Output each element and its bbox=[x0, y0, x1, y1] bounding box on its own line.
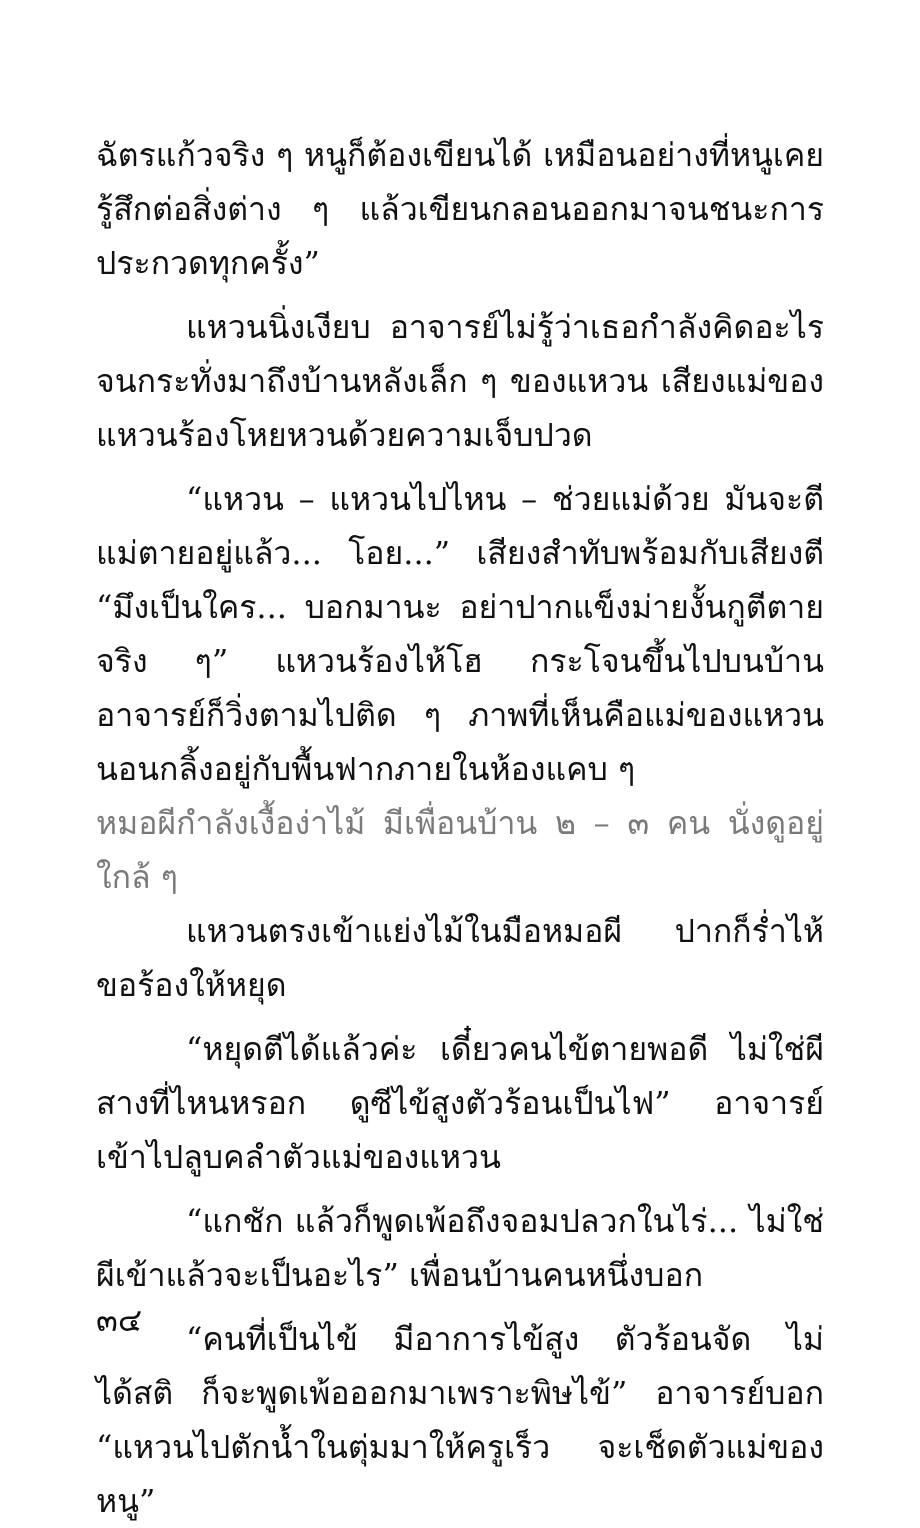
paragraph-mother-cry: “แหวน – แหวนไปไหน – ช่วยแม่ด้วย มันจะตีแม่ตายอยู่แล้ว... โอย...” เสียงสำทับพร้อมกับเสียงตี “มึงเป็นใคร... บอกมานะ อย่าปากแข็งม่ายงั้นกูตีตายจริง ๆ” แหวนร้องไห้โฮ กระโจนขึ้นไปบนบ้าน อาจารย์ก็วิ่งตามไปติด ๆ ภาพที่เห็นคือแม่ของแหวนนอนกลิ้งอยู่กับพื้นฟากภายในห้องแคบ ๆ bbox=[96, 480, 824, 788]
paragraph-continuation: ฉัตรแก้วจริง ๆ หนูก็ต้องเขียนได้ เหมือนอย่างที่หนูเคยรู้สึกต่อสิ่งต่าง ๆ แล้วเขียนกลอนออกมาจนชนะการประกวดทุกครั้ง” bbox=[96, 136, 824, 282]
page-number: ๓๔ bbox=[96, 1301, 143, 1339]
paragraph-neighbor: “แกชัก แล้วก็พูดเพ้อถึงจอมปลวกในไร่... ไม่ใช่ผีเข้าแล้วจะเป็นอะไร” เพื่อนบ้านคนหนึ่งบอก bbox=[96, 1202, 824, 1294]
paragraph-silent-ring: แหวนนิ่งเงียบ อาจารย์ไม่รู้ว่าเธอกำลังคิดอะไร จนกระทั่งมาถึงบ้านหลังเล็ก ๆ ของแหวน เสียงแม่ของแหวนร้องโหยหวนด้วยความเจ็บปวด bbox=[96, 308, 824, 454]
paragraph-teacher-stop: “หยุดตีได้แล้วค่ะ เดี๋ยวคนไข้ตายพอดี ไม่ใช่ผีสางที่ไหนหรอก ดูซีไข้สูงตัวร้อนเป็นไฟ” อาจารย์เข้าไปลูบคลำตัวแม่ของแหวน bbox=[96, 1030, 824, 1176]
body-text bbox=[96, 128, 824, 1528]
paragraph-ring-stops: แหวนตรงเข้าแย่งไม้ในมือหมอผี ปากก็ร่ำไห้ ขอร้องให้หยุด bbox=[96, 912, 824, 1004]
paragraph-fever: “คนที่เป็นไข้ มีอาการไข้สูง ตัวร้อนจัด ไม่ได้สติ ก็จะพูดเพ้อออกมาเพราะพิษไข้” อาจารย์บอก “แหวนไปตักน้ำในตุ่มมาให้ครูเร็ว จะเช็ดตัวแม่ของหนู” bbox=[96, 1320, 824, 1520]
paragraph-shaman: หมอผีกำลังเงื้อง่าไม้ มีเพื่อนบ้าน ๒ – ๓ คน นั่งดูอยู่ใกล้ ๆ bbox=[96, 804, 824, 896]
